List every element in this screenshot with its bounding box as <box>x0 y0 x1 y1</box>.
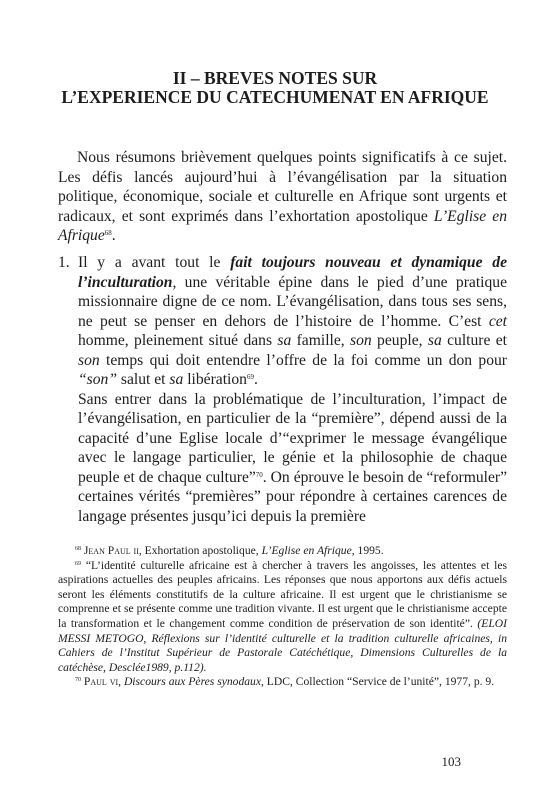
intro-end: . <box>111 227 116 244</box>
footnote-author: Jean Paul ii <box>83 544 139 557</box>
footnote-author: Paul vi <box>83 675 119 689</box>
footnote-citation: (ELOI MESSI METOGO, Réflexions sur l’identité culturelle et la tradition culturelle africaines, in Cahiers de l’Institut Supérieur de Pastorale Catéchétique, Dimensions Culturelles de la catéchèse, Desclée1989, p.112). <box>58 616 507 674</box>
intro-text-block <box>58 148 507 246</box>
page-number: 103 <box>441 754 461 769</box>
footnote-68 <box>58 544 507 559</box>
section-heading <box>40 69 510 107</box>
footnote-mark: 68 <box>75 546 81 552</box>
footnote-mark: 70 <box>75 677 81 684</box>
footnote-title: Discours aux Pères synodaux <box>123 675 261 689</box>
item-first-paragraph <box>78 253 507 390</box>
item-text: libération <box>183 371 247 388</box>
item-emphasis: fait toujours nouveau et dynamique de l’inculturation <box>78 254 507 291</box>
intro-document-title: L’Eglise en Afrique <box>58 207 507 244</box>
footnote-text: , <box>118 675 124 689</box>
item-text: culture et <box>441 332 507 349</box>
footnote-title: L’Eglise en Afrique <box>261 544 352 557</box>
item-text: temps qui doit entendre l’offre de la foi comme un don pour <box>99 351 507 369</box>
list-item-number: 1. <box>58 254 70 271</box>
list-item-body <box>78 253 507 526</box>
list-item-1 <box>58 253 507 526</box>
item-text: , une véritable épine dans le pied d’une pratique missionnaire digne de ce nom. L’évangélisation, dans tous ses sens, ne peut se penser en dehors de l’histoire de l’homme. C’est <box>78 273 507 330</box>
footnote-70 <box>58 675 507 690</box>
footnotes <box>58 544 507 690</box>
item-text: peuple, <box>371 332 428 349</box>
item-text: Il y a avant tout le <box>78 254 231 271</box>
intro-paragraph <box>58 148 507 246</box>
item-italic-word: sa <box>169 371 184 388</box>
footnote-text: , Exhortation apostolique, <box>138 544 262 557</box>
footnote-ref-70: 70 <box>255 470 263 479</box>
item-italic-word: “son” <box>78 371 118 388</box>
footnote-mark: 69 <box>75 560 81 567</box>
item-text: . On éprouve le besoin de “reformuler” certaines vérités “premières” pour répondre à certaines carences de langage présentes jusqu’ici depuis la première <box>78 468 507 525</box>
item-text: salut et <box>117 371 170 388</box>
item-text: Sans entrer dans la problématique de l’inculturation, l’impact de l’évangélisation, en particulier de la “première”, dépend aussi de la capacité d’une Eglise locale d’“exprimer le message évangélique avec le langage particulier, le génie et la philosophie de chaque peuple et de chaque culture” <box>78 390 507 486</box>
item-text: homme, pleinement situé dans <box>78 332 278 349</box>
item-italic-word: sa <box>277 332 292 349</box>
item-italic-word: sa <box>427 332 442 349</box>
heading-line-2: L’EXPERIENCE DU CATECHUMENAT EN AFRIQUE <box>61 87 489 107</box>
item-italic-word: son <box>350 332 372 349</box>
item-text: famille, <box>291 332 351 349</box>
footnote-ref-69: 69 <box>246 373 254 381</box>
item-italic-word: son <box>78 351 100 369</box>
item-italic-word: cet <box>488 312 507 330</box>
footnote-text: , LDC, Collection “Service de l’unité”, 1977, p. 9. <box>261 675 495 689</box>
footnote-text: “L’identité culturelle africaine est à chercher à travers les angoisses, les attentes et les aspirations actuelles des peuples africains. Les réponses que nous apportons aux défis actuels seront les éléments constitutifs de la culture africaine. Il est urgent que le christianisme se comprenne et se présente comme une tradition vivante. Il est urgent que le christianisme accepte la transformation et le changement comme condition de préservation de son identité”. <box>58 558 507 630</box>
footnote-69 <box>58 559 507 676</box>
item-text: . <box>253 371 258 388</box>
heading-line-1: II – BREVES NOTES SUR <box>172 68 378 88</box>
footnote-ref-68: 68 <box>104 229 112 237</box>
intro-text: Nous résumons brièvement quelques points significatifs à ce sujet. Les défis lancés aujourd’hui à l’évangélisation par la situation politique, économique, sociale et culturelle en Afrique sont urgents et radicaux, et sont exprimés dans l’exhortation apostolique <box>58 149 507 225</box>
footnote-text: , 1995. <box>351 544 384 557</box>
item-second-paragraph <box>78 390 507 527</box>
